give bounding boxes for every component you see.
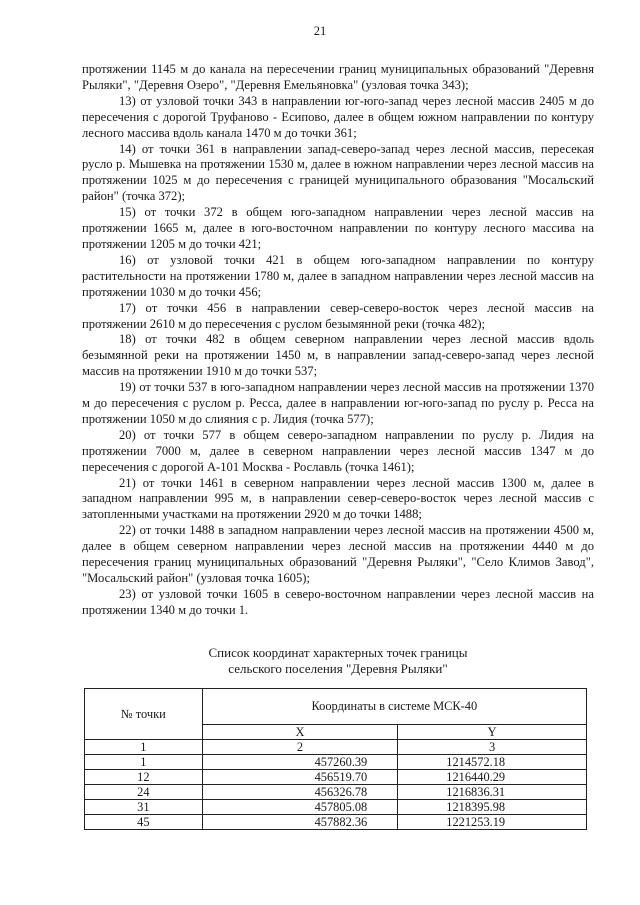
paragraph: 15) от точки 372 в общем юго-западном направлении через лесной массив на протяжении 1665 м, далее в юго-восточном направлении по контуру лесного массива на протяжении 1205 м до точки 421; <box>82 205 594 251</box>
paragraph: 21) от точки 1461 в северном направлении через лесной массив 1300 м, далее в западном направлении 995 м, в направлении север-северо-восток через лесной массив с затопленными участками на протяжении 2920 м до точки 1488; <box>82 475 594 522</box>
index-cell-1: 1 <box>85 740 203 755</box>
table-header-row <box>85 689 587 725</box>
page-number: 21 <box>313 24 327 38</box>
cell-y: 1216836.31 <box>398 785 587 800</box>
cell-point: 1 <box>85 755 203 770</box>
cell-x: 457882.36 <box>202 815 398 830</box>
paragraph: 17) от точки 456 в направлении север-северо-восток через лесной массив на протяжении 2610 м до пересечения с руслом безымянной реки (точка 482); <box>82 300 594 331</box>
table-row <box>85 770 587 785</box>
cell-x: 456326.78 <box>202 785 398 800</box>
paragraph: 19) от точки 537 в юго-западном направлении через лесной массив на протяжении 1370 м до пересечения с руслом р. Ресса, далее в направлении юг-юго-запад по руслу р. Ресса на протяжении 1050 м до слияния с р. Лидия (точка 577); <box>82 380 594 426</box>
header-coordinate-system: Координаты в системе МСК-40 <box>202 689 586 725</box>
body-text <box>82 62 594 619</box>
coordinates-table <box>84 688 587 830</box>
table-row <box>85 800 587 815</box>
paragraph: 23) от узловой точки 1605 в северо-восточном направлении через лесной массив на протяжении 1340 м до точки 1. <box>82 586 594 617</box>
table-row <box>85 815 587 830</box>
paragraph: 18) от точки 482 в общем северном направлении через лесной массив вдоль безымянной реки на протяжении 1450 м, в направлении запад-северо-запад через лесной массив на протяжении 1910 м до точки 537; <box>82 332 594 379</box>
paragraph: 20) от точки 577 в общем северо-западном направлении по руслу р. Лидия на протяжении 7000 м, далее в северном направлении через лесной массив 1347 м до пересечения с дорогой А-101 Москва - Рославль (точка 1461); <box>82 427 594 474</box>
header-x: X <box>202 724 398 739</box>
cell-y: 1218395.98 <box>398 800 587 815</box>
cell-y: 1214572.18 <box>398 755 587 770</box>
paragraph: 16) от узловой точки 421 в общем юго-западном направлении по контуру растительности на протяжении 1780 м, далее в западном направлении через лесной массив на протяжении 1030 м до точки 456; <box>82 252 594 299</box>
cell-point: 45 <box>85 815 203 830</box>
paragraph: 13) от узловой точки 343 в направлении юг-юго-запад через лесной массив 2405 м до пересечения с дорогой Труфаново - Есипово, далее в общем южном направлении по контуру лесного массива вдоль канала 1470 м до точки 361; <box>82 93 594 140</box>
paragraph: протяжении 1145 м до канала на пересечении границ муниципальных образований "Деревня Рыляки", "Деревня Озеро", "Деревня Емельяновка" (узловая точка 343); <box>82 62 594 92</box>
cell-point: 31 <box>85 800 203 815</box>
cell-point: 24 <box>85 785 203 800</box>
cell-y: 1216440.29 <box>398 770 587 785</box>
table-row <box>85 785 587 800</box>
header-y: Y <box>398 724 587 739</box>
list-title-line-1: Список координат характерных точек границы <box>208 645 468 660</box>
cell-point: 12 <box>85 770 203 785</box>
table-index-row <box>85 740 587 755</box>
cell-x: 456519.70 <box>202 770 398 785</box>
index-cell-2: 2 <box>202 740 398 755</box>
cell-x: 457805.08 <box>202 800 398 815</box>
header-point-number: № точки <box>85 689 203 740</box>
index-cell-3: 3 <box>398 740 587 755</box>
paragraph: 14) от точки 361 в направлении запад-северо-запад через лесной массив, пересекая русло р. Мышевка на протяжении 1530 м, далее в южном направлении через лесной массив на протяжении 1025 м до пересечения с границей муниципального образования "Мосальский район" (точка 372); <box>82 141 594 204</box>
paragraph: 22) от точки 1488 в западном направлении через лесной массив на протяжении 4500 м, далее в общем северном направлении через лесной массив на протяжении 4440 м до пересечения границ муниципальных образований "Деревня Рыляки", "Село Климов Завод", "Мосальский район" (узловая точка 1605); <box>82 523 594 585</box>
list-title-line-2: сельского поселения "Деревня Рыляки" <box>228 661 448 676</box>
table-row <box>85 755 587 770</box>
cell-y: 1221253.19 <box>398 815 587 830</box>
cell-x: 457260.39 <box>202 755 398 770</box>
coordinates-list-title <box>82 645 594 677</box>
